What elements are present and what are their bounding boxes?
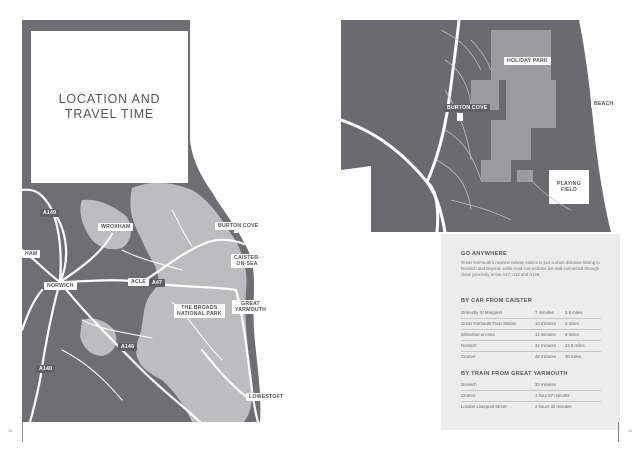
train-heading: BY TRAIN FROM GREAT YARMOUTH [461, 371, 568, 377]
table-row [461, 354, 611, 361]
place: Cromer [461, 393, 476, 398]
row-divider [461, 401, 601, 402]
road-label-a140: A140 [36, 365, 55, 373]
place: Norwich [461, 343, 477, 348]
label-playing-field: PLAYING FIELD [554, 180, 584, 194]
time: 2 hours 32 minutes [535, 404, 572, 409]
travel-info-panel [441, 234, 620, 430]
row-divider [461, 390, 601, 391]
place: Ormesby St Margaret [461, 310, 503, 315]
time: 7 minutes [535, 310, 554, 315]
row-divider [461, 351, 601, 352]
time: 33 minutes [535, 382, 557, 387]
distance: 3.5 miles [565, 310, 583, 315]
table-row [461, 332, 611, 339]
road-label-a146: A146 [118, 343, 137, 351]
road-label-a149: A149 [40, 209, 59, 217]
burton-cove-pin-label: BURTON COVE [444, 104, 490, 112]
town-label-acle: ACLE [128, 278, 149, 286]
row-divider [461, 318, 601, 319]
time: 11 minutes [535, 332, 556, 337]
local-map [341, 20, 620, 232]
town-label-great-yarmouth: GREAT YARMOUTH [232, 300, 269, 314]
car-heading: BY CAR FROM CAISTER [461, 298, 533, 304]
place: Cromer [461, 354, 476, 359]
go-anywhere-text: Great Yarmouth's nearest railway station is just a short distance linking to Norwich and beyond, while road connections are well connected through close proximity to the A47, A12 and A149. [461, 260, 600, 278]
time: 1 hour 57 minutes [535, 393, 570, 398]
city-label-norwich: NORWICH [44, 282, 77, 290]
page-number-right: 11 [628, 428, 633, 433]
distance: 30 miles [565, 354, 582, 359]
table-row [461, 310, 611, 317]
town-label-wroxham: WROXHAM [98, 223, 133, 231]
area-label-broads: THE BROADS NATIONAL PARK [174, 304, 225, 318]
place: Great Yarmouth Train Station [461, 321, 517, 326]
page-title: LOCATION AND TRAVEL TIME [58, 92, 161, 121]
town-label-caister: CAISTER- ON-SEA [231, 254, 263, 268]
burton-cove-marker: BURTON COVE [215, 222, 261, 230]
label-beach: BEACH [591, 100, 616, 108]
right-page [320, 0, 640, 452]
time: 32 minutes [535, 343, 557, 348]
table-row [461, 321, 611, 328]
distance: 22.5 miles [565, 343, 585, 348]
table-row [461, 382, 611, 389]
label-holiday-park: HOLIDAY PARK [504, 57, 551, 65]
page-number-left: 10 [8, 428, 13, 433]
row-divider [461, 329, 601, 330]
local-map-graphic [341, 20, 620, 232]
go-anywhere-heading: GO ANYWHERE [461, 251, 507, 257]
table-row [461, 343, 611, 350]
distance: 6 miles [565, 332, 579, 337]
place: Winterton-on-Sea [461, 332, 495, 337]
time: 48 minutes [535, 354, 557, 359]
place: London Liverpool Street [461, 404, 507, 409]
town-label-lowestoft: LOWESTOFT [246, 393, 286, 401]
road-label-a47: A47 [149, 279, 165, 287]
title-box [31, 31, 188, 183]
row-divider [461, 340, 601, 341]
place: Norwich [461, 382, 477, 387]
table-row [461, 393, 611, 400]
town-label-horning: HAM [22, 250, 40, 258]
gutter-line-left [22, 422, 23, 442]
table-row [461, 404, 611, 411]
time: 10 minutes [535, 321, 557, 326]
distance: 3 miles [565, 321, 579, 326]
gutter-line-right [618, 422, 619, 442]
